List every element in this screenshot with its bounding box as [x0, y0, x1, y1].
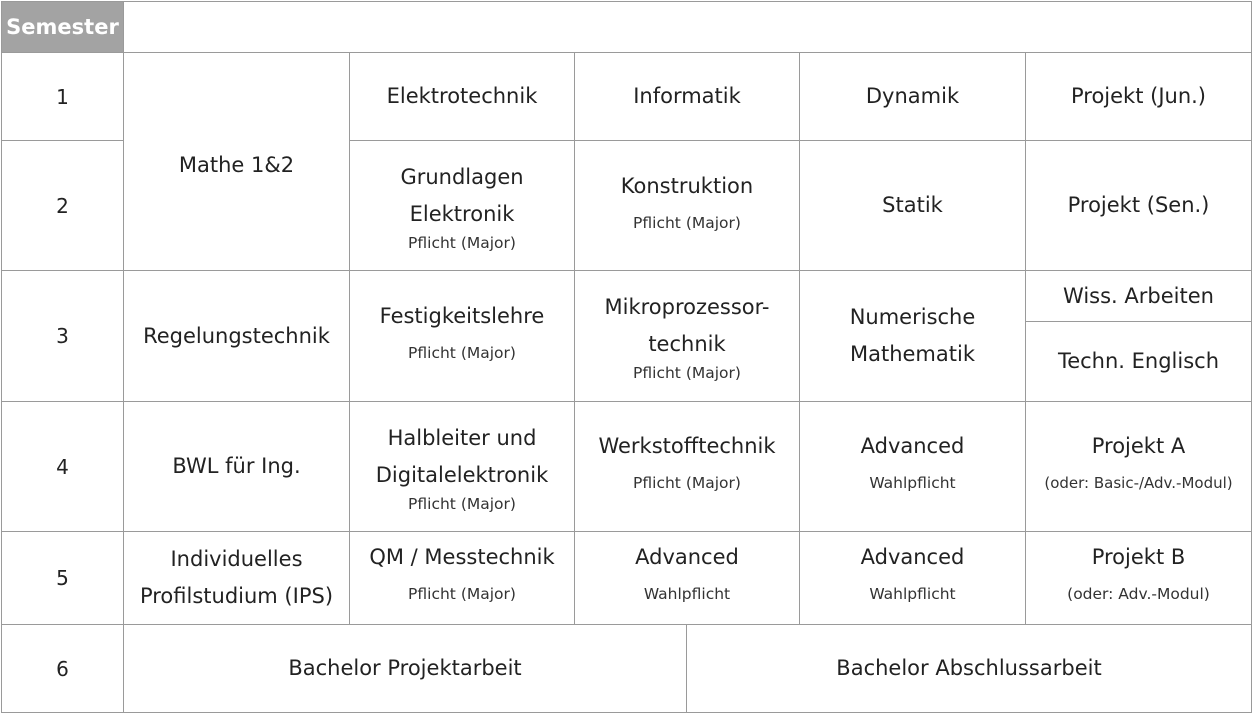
module-title: Informatik: [633, 84, 741, 108]
module-type: Pflicht (Major): [633, 474, 741, 492]
module-advanced-r4: [799, 401, 1026, 532]
semester-header-label: Semester: [6, 15, 119, 39]
header-blank: [123, 1, 1252, 53]
module-projekt-sen: [1025, 140, 1252, 271]
module-dynamik: [799, 52, 1026, 141]
module-title: Bachelor Abschlussarbeit: [836, 656, 1102, 680]
module-regelungstechnik: [123, 270, 350, 402]
module-type: (oder: Basic-/Adv.-Modul): [1044, 474, 1233, 492]
module-title: QM / Messtechnik: [369, 545, 555, 569]
module-title: Konstruktion: [620, 174, 754, 198]
module-title-line2: Elektronik: [409, 201, 515, 226]
module-projekt-a: [1025, 401, 1252, 532]
module-title-line2: Digitalelektronik: [375, 462, 549, 487]
module-statik: [799, 140, 1026, 271]
module-grundlagen-elektronik: [349, 140, 575, 271]
module-werkstofftechnik: [574, 401, 800, 532]
module-type: Wahlpflicht: [869, 474, 956, 492]
semester-number-text: 2: [56, 193, 69, 218]
module-wiss-arbeiten: [1025, 270, 1252, 322]
module-title: Dynamik: [865, 84, 960, 108]
semester-header: [1, 1, 124, 53]
module-title: Werkstofftechnik: [598, 434, 776, 458]
module-mikroprozessortechnik: [574, 270, 800, 402]
module-type: Pflicht (Major): [633, 364, 741, 382]
module-title: Festigkeitslehre: [379, 304, 545, 328]
module-title: Advanced: [860, 545, 965, 569]
module-bachelor-projektarbeit: [123, 624, 687, 713]
module-advanced-r5-b: [799, 531, 1026, 625]
module-halbleiter-digitalelektronik: [349, 401, 575, 532]
module-type: Pflicht (Major): [408, 494, 516, 513]
semester-number-text: 1: [56, 84, 69, 109]
module-informatik: [574, 52, 800, 141]
module-title: Bachelor Projektarbeit: [288, 656, 522, 680]
semester-number-4: [1, 401, 124, 532]
module-title-line1: Grundlagen: [400, 164, 524, 189]
module-title-line2: technik: [648, 332, 726, 356]
module-title: Elektrotechnik: [386, 84, 538, 108]
semester-number-text: 5: [56, 566, 69, 590]
module-techn-englisch: [1025, 321, 1252, 402]
module-title: Projekt (Sen.): [1067, 193, 1210, 217]
module-title-line2: Mathematik: [849, 342, 975, 366]
module-numerische-mathematik: [799, 270, 1026, 402]
module-title: Techn. Englisch: [1057, 349, 1220, 373]
semester-number-3: [1, 270, 124, 402]
module-title: Projekt A: [1091, 434, 1186, 458]
semester-number-1: [1, 52, 124, 141]
module-type: Pflicht (Major): [633, 214, 741, 232]
module-title-line1: Halbleiter und: [387, 425, 537, 450]
module-type: Wahlpflicht: [643, 585, 731, 603]
module-advanced-r5-a: [574, 531, 800, 625]
semester-number-2: [1, 140, 124, 271]
module-type: (oder: Adv.-Modul): [1067, 585, 1210, 603]
module-projekt-jun: [1025, 52, 1252, 141]
module-title: Projekt B: [1091, 545, 1186, 569]
semester-number-5: [1, 531, 124, 625]
semester-number-text: 4: [56, 454, 69, 479]
semester-number-6: [1, 624, 124, 713]
module-type: Pflicht (Major): [408, 233, 516, 252]
module-title-line1: Individuelles: [170, 547, 303, 571]
module-qm-messtechnik: [349, 531, 575, 625]
module-bwl: [123, 401, 350, 532]
module-title-line1: Mikroprozessor-: [604, 295, 770, 319]
semester-number-text: 3: [56, 324, 69, 348]
module-title: Statik: [882, 193, 943, 217]
module-type: Wahlpflicht: [869, 585, 956, 603]
module-elektrotechnik: [349, 52, 575, 141]
module-ips: [123, 531, 350, 625]
module-title: Mathe 1&2: [178, 153, 295, 177]
module-title-line1: Numerische: [849, 305, 976, 329]
module-type: Pflicht (Major): [408, 585, 516, 603]
module-konstruktion: [574, 140, 800, 271]
module-title: Advanced: [635, 545, 739, 569]
module-title-line2: Profilstudium (IPS): [139, 584, 334, 608]
semester-number-text: 6: [56, 656, 69, 681]
module-title: BWL für Ing.: [172, 454, 301, 478]
module-title: Regelungstechnik: [143, 323, 330, 348]
module-title: Wiss. Arbeiten: [1063, 283, 1214, 308]
module-bachelor-abschlussarbeit: [686, 624, 1252, 713]
module-projekt-b: [1025, 531, 1252, 625]
module-mathe: [123, 52, 350, 271]
module-title: Projekt (Jun.): [1070, 84, 1206, 108]
module-type: Pflicht (Major): [408, 344, 516, 362]
module-title: Advanced: [860, 434, 965, 458]
module-festigkeitslehre: [349, 270, 575, 402]
